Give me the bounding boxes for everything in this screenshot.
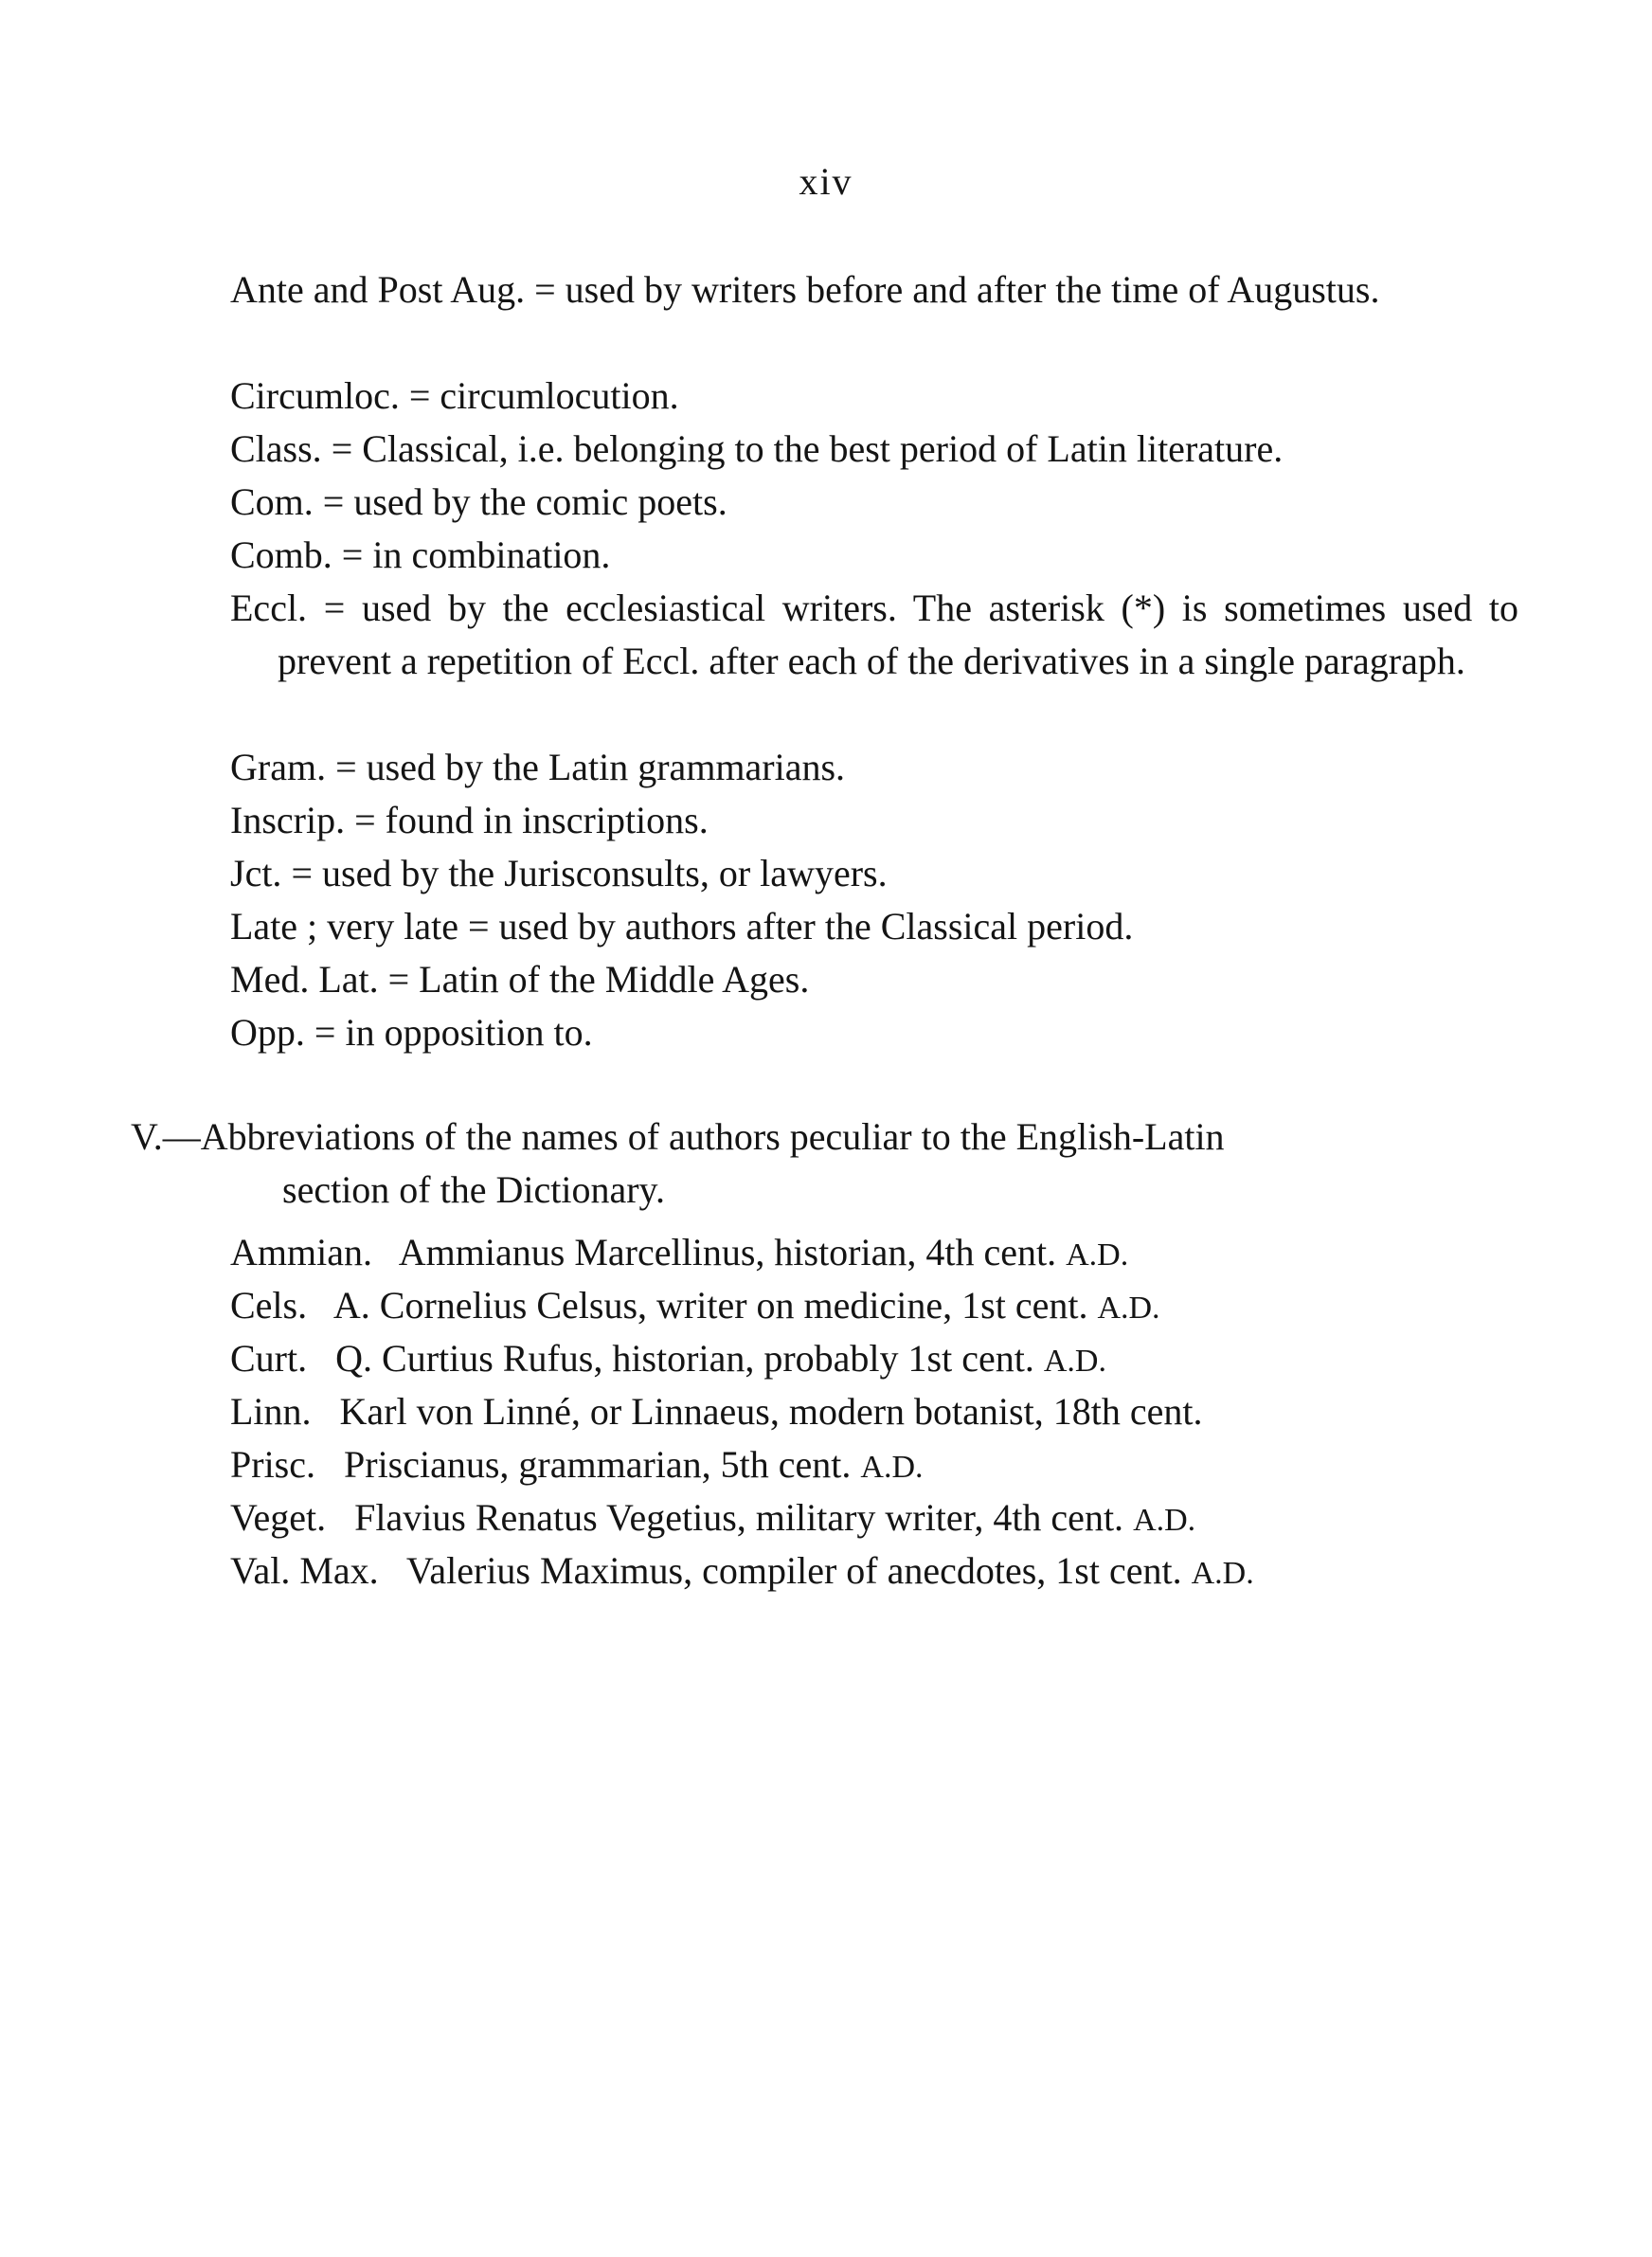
author-description: Valerius Maximus, compiler of anecdotes, 1st cent. xyxy=(405,1549,1182,1592)
abbreviation-entry xyxy=(230,794,1482,847)
author-entry xyxy=(230,1385,1482,1441)
author-abbreviation: Prisc. xyxy=(230,1443,315,1486)
abbreviation-term: Opp. xyxy=(230,1011,305,1054)
abbreviation-term: Ante and Post Aug. xyxy=(230,268,526,311)
author-description: Q. Curtius Rufus, historian, probably 1st cent. xyxy=(335,1337,1034,1380)
section-heading xyxy=(131,1110,1472,1217)
abbreviation-entry xyxy=(230,953,1482,1006)
abbreviation-term: Late ; very late xyxy=(230,905,458,948)
author-era: A.D. xyxy=(860,1450,924,1485)
abbreviation-entry xyxy=(230,1006,1482,1059)
section-heading-line2: section of the Dictionary. xyxy=(282,1168,665,1211)
abbreviation-term: Inscrip. xyxy=(230,799,346,841)
author-era: A.D. xyxy=(1066,1237,1129,1273)
abbreviation-definition: = Latin of the Middle Ages. xyxy=(387,958,810,1001)
abbreviation-entry xyxy=(230,370,1482,423)
abbreviation-definition: = used by the Latin grammarians. xyxy=(335,746,846,788)
abbreviation-definition: = found in inscriptions. xyxy=(354,799,709,841)
author-description: Priscianus, grammarian, 5th cent. xyxy=(344,1443,852,1486)
author-entry xyxy=(230,1438,1482,1494)
abbreviation-definition: = used by writers before and after the time of Augustus. xyxy=(534,268,1380,311)
abbreviation-entry xyxy=(230,263,1518,316)
author-abbreviation: Linn. xyxy=(230,1390,312,1433)
abbreviation-entry xyxy=(230,900,1482,953)
abbreviation-definition: = in combination. xyxy=(341,533,611,576)
author-entry xyxy=(230,1544,1482,1600)
abbreviation-definition: = used by the ecclesiastical writers. The asterisk (*) is sometimes used to prevent a repetition of Eccl. after each of the derivatives in a single paragraph. xyxy=(278,587,1519,682)
abbreviation-entry xyxy=(230,847,1482,900)
section-heading-line1: V.—Abbreviations of the names of authors peculiar to the English-Latin xyxy=(131,1115,1225,1158)
abbreviation-term: Gram. xyxy=(230,746,327,788)
author-entry xyxy=(230,1491,1482,1547)
author-description: Flavius Renatus Vegetius, military writer, 4th cent. xyxy=(354,1496,1124,1539)
abbreviation-term: Comb. xyxy=(230,533,332,576)
abbreviation-entry xyxy=(230,476,1482,529)
abbreviation-entry xyxy=(230,529,1482,582)
author-description: Karl von Linné, or Linnaeus, modern botanist, 18th cent. xyxy=(339,1390,1203,1433)
author-abbreviation: Val. Max. xyxy=(230,1549,379,1592)
abbreviation-definition: = in opposition to. xyxy=(314,1011,593,1054)
abbreviation-term: Med. Lat. xyxy=(230,958,379,1001)
abbreviation-entry xyxy=(230,582,1518,688)
abbreviation-definition: = circumlocution. xyxy=(408,374,679,417)
abbreviation-definition: = used by the comic poets. xyxy=(322,480,727,523)
page-number: xiv xyxy=(799,160,853,203)
abbreviation-term: Circumloc. xyxy=(230,374,400,417)
author-era: A.D. xyxy=(1043,1344,1106,1379)
author-era: A.D. xyxy=(1191,1556,1254,1591)
abbreviation-definition: = Classical, i.e. belonging to the best period of Latin literature. xyxy=(331,427,1284,470)
author-era: A.D. xyxy=(1133,1503,1196,1538)
abbreviation-term: Eccl. xyxy=(230,587,308,629)
author-abbreviation: Cels. xyxy=(230,1284,308,1327)
abbreviation-term: Jct. xyxy=(230,852,282,894)
author-era: A.D. xyxy=(1097,1291,1160,1326)
abbreviation-definition: = used by the Jurisconsults, or lawyers. xyxy=(291,852,888,894)
author-abbreviation: Curt. xyxy=(230,1337,308,1380)
abbreviation-term: Com. xyxy=(230,480,314,523)
abbreviation-entry xyxy=(230,741,1482,794)
author-abbreviation: Ammian. xyxy=(230,1231,372,1273)
author-description: A. Cornelius Celsus, writer on medicine, 1st cent. xyxy=(332,1284,1088,1327)
author-entry xyxy=(230,1332,1482,1388)
abbreviation-entry xyxy=(230,423,1482,476)
author-entry xyxy=(230,1226,1482,1282)
abbreviation-definition: = used by authors after the Classical period. xyxy=(467,905,1134,948)
abbreviation-term: Class. xyxy=(230,427,322,470)
author-entry xyxy=(230,1279,1482,1335)
author-abbreviation: Veget. xyxy=(230,1496,327,1539)
author-description: Ammianus Marcellinus, historian, 4th cent. xyxy=(398,1231,1057,1273)
